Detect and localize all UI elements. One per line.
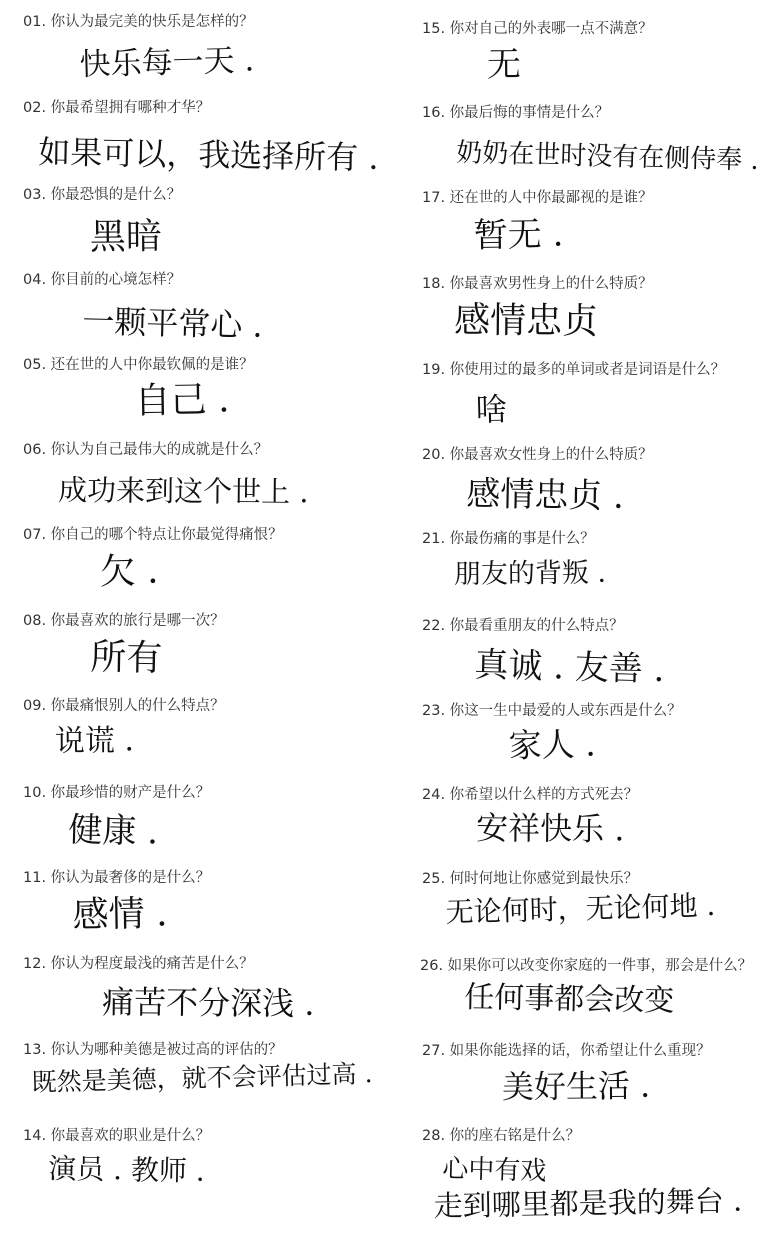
handwritten-answer: 奶奶在世时没有在侧侍奉 . (455, 138, 760, 176)
question-text: 28. 你的座右铭是什么？ (422, 1128, 581, 1144)
handwritten-answer: 健康 . (67, 810, 159, 853)
question-text: 27. 如果你能选择的话，你希望让什么重现？ (422, 1043, 711, 1059)
question-text: 02. 你最希望拥有哪种才华？ (23, 100, 211, 116)
question-text: 05. 还在世的人中你最钦佩的是谁？ (23, 357, 254, 373)
handwritten-answer: 说谎 . (54, 723, 135, 759)
handwritten-answer: 心中有戏 (441, 1154, 547, 1187)
handwritten-answer: 美好生活 . (501, 1066, 651, 1106)
handwritten-answer: 安祥快乐 . (475, 809, 625, 849)
handwritten-answer: 任何事都会改变 (463, 980, 675, 1019)
question-text: 07. 你自己的哪个特点让你最觉得痛恨？ (23, 527, 283, 543)
question-text: 10. 你最珍惜的财产是什么？ (23, 785, 211, 801)
handwritten-answer: 欠 . (98, 550, 159, 593)
question-text: 17. 还在世的人中你最鄙视的是谁？ (422, 190, 653, 206)
handwritten-answer: 快乐每一天 . (79, 42, 255, 83)
handwritten-answer: 感情忠贞 (453, 300, 599, 343)
handwritten-answer: 所有 (89, 637, 163, 680)
handwritten-answer: 如果可以，我选择所有 . (37, 133, 379, 177)
question-text: 13. 你认为哪种美德是被过高的评估的？ (23, 1042, 283, 1058)
question-text: 19. 你使用过的最多的单词或者是词语是什么？ (422, 362, 726, 378)
handwritten-answer: 无论何时，无论何地 . (445, 888, 716, 929)
question-text: 25. 何时何地让你感觉到最快乐？ (422, 871, 639, 887)
question-text: 03. 你最恐惧的是什么？ (23, 187, 182, 203)
handwritten-answer: 真诚 . 友善 . (473, 645, 665, 690)
handwritten-answer: 一颗平常心 . (81, 302, 264, 345)
handwritten-answer: 暂无 . (473, 214, 564, 256)
question-text: 04. 你目前的心境怎样？ (23, 272, 182, 288)
right-column (384, 0, 768, 1247)
handwritten-answer: 无 (486, 44, 522, 85)
question-text: 22. 你最看重朋友的什么特点？ (422, 618, 624, 634)
handwritten-answer: 啥 (475, 390, 509, 429)
handwritten-answer: 黑暗 (89, 216, 163, 258)
question-text: 24. 你希望以什么样的方式死去？ (422, 787, 639, 803)
question-text: 14. 你最喜欢的职业是什么？ (23, 1128, 211, 1144)
question-text: 23. 你这一生中最爱的人或东西是什么？ (422, 703, 682, 719)
handwritten-answer: 家人 . (508, 724, 597, 765)
handwritten-answer: 自己 . (134, 379, 230, 422)
question-text: 11. 你认为最奢侈的是什么？ (23, 870, 211, 886)
handwritten-answer: 痛苦不分深浅 . (101, 983, 315, 1023)
handwritten-answer: 成功来到这个世上 . (57, 473, 309, 510)
question-text: 26. 如果你可以改变你家庭的一件事，那会是什么？ (420, 958, 753, 974)
question-text: 20. 你最喜欢女性身上的什么特质？ (422, 447, 653, 463)
handwritten-answer: 朋友的背叛 . (453, 557, 607, 590)
question-text: 16. 你最后悔的事情是什么？ (422, 105, 610, 121)
question-text: 09. 你最痛恨别人的什么特点？ (23, 698, 225, 714)
question-text: 06. 你认为自己最伟大的成就是什么？ (23, 442, 269, 458)
handwritten-answer: 感情 . (72, 893, 168, 936)
question-text: 21. 你最伤痛的事是什么？ (422, 531, 595, 547)
question-text: 15. 你对自己的外表哪一点不满意？ (422, 21, 653, 37)
handwritten-answer: 演员 . 教师 . (47, 1152, 206, 1188)
handwritten-answer: 感情忠贞 . (465, 474, 625, 517)
question-text: 01. 你认为最完美的快乐是怎样的？ (23, 14, 254, 30)
handwritten-answer: 既然是美德，就不会评估过高 . (31, 1059, 373, 1097)
handwritten-answer: 走到哪里都是我的舞台 . (433, 1183, 743, 1223)
question-text: 12. 你认为程度最浅的痛苦是什么？ (23, 956, 254, 972)
question-text: 08. 你最喜欢的旅行是哪一次？ (23, 613, 225, 629)
question-text: 18. 你最喜欢男性身上的什么特质？ (422, 276, 653, 292)
